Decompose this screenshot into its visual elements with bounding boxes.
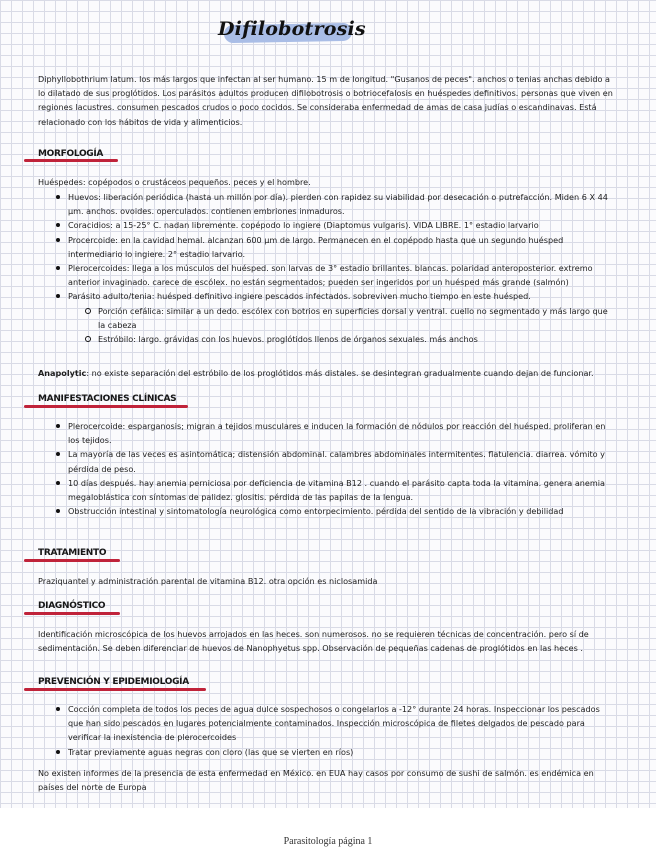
bullet-icon [56, 481, 60, 485]
heading-tratamiento: TRATAMIENTO [38, 548, 107, 558]
bullet-icon [56, 509, 60, 513]
sublist [68, 304, 615, 347]
hollow-bullet-icon [85, 308, 91, 314]
heading-underline [24, 559, 120, 562]
bullet-icon [56, 223, 60, 227]
diagnostico-paragraph: Identificación microscópica de los huevos arrojados en las heces. son numerosos. no se requieren técnicas de concentración. pero sí de sedimentación. Se deben diferenciar de huevos de Nanophyetus spp. Observación de pequeñas cadenas de proglótidos en las heces . [38, 629, 589, 654]
page-footer: Parasitología página 1 [283, 836, 373, 847]
page-title: Difilobotrosis [218, 18, 366, 40]
list-item: La mayoría de las veces es asintomática; distensión abdominal. calambres abdominales intermitentes. flatulencia. diarrea. vómito y pérdida de peso. [55, 447, 615, 475]
tratamiento-paragraph: Praziquantel y administración parental de vitamina B12. otra opción es niclosamida [38, 576, 378, 586]
bullet-icon [56, 424, 60, 428]
bullet-icon [56, 195, 60, 199]
morfologia-list [55, 190, 615, 346]
heading-manifestaciones: MANIFESTACIONES CLÍNICAS [38, 394, 177, 404]
heading-underline [24, 159, 118, 162]
list-item: Plerocercoides: llega a los músculos del huésped. son larvas de 3° estadio brillantes. blancas. polaridad anteroposterior. extremo anterior invaginado. carece de escólex. no están segmentados; pueden ser ingeridos por un huésped más grande (salmón) [55, 261, 615, 289]
anapolytic-label: Anapolytic [38, 368, 87, 378]
list-item: Tratar previamente aguas negras con cloro (las que se vierten en ríos) [55, 745, 615, 759]
heading-underline [24, 612, 120, 615]
list-item: Plerocercoide: esparganosis; migran a tejidos musculares e inducen la formación de nódulos por reacción del huésped. proliferan en los tejidos. [55, 419, 615, 447]
prevencion-closing: No existen informes de la presencia de esta enfermedad en México. en EUA hay casos por consumo de sushi de salmón. es endémica en países del norte de Europa [38, 768, 594, 793]
list-item: 10 días después. hay anemia perniciosa por deficiencia de vitamina B12 . cuando el parásito capta toda la vitamina. genera anemia megaloblástica con síntomas de palidez. glositis. pérdida de las papilas de la lengua. [55, 476, 615, 504]
sublist-item: Estróbilo: largo. grávidas con los huevos. proglótidos llenos de órganos sexuales. más anchos [68, 332, 615, 346]
bullet-icon [56, 750, 60, 754]
manifestaciones-list [55, 419, 615, 518]
list-item: Obstrucción intestinal y sintomatología neurológica como entorpecimiento. pérdida del sentido de la vibración y debilidad [55, 504, 615, 518]
bullet-icon [56, 294, 60, 298]
intro-paragraph: Diphyllobothrium latum. los más largos que infectan al ser humano. 15 m de longitud. "Gusanos de peces". anchos o tenias anchas debido a lo dilatado de sus proglótidos. Los parásitos adultos producen difilobotrosis o botriocefalosis en huéspedes definitivos. personas que viven en regiones lacustres. consumen pescados crudos o poco cocidos. Se consideraba enfermedad de amas de casa judías o escandinavas. Está relacionado con los hábitos de vida y alimenticios. [38, 74, 613, 127]
list-item: Parásito adulto/tenia: huésped definitivo ingiere pescados infectados. sobreviven mucho tiempo en este huésped. Porción cefálica: similar a un dedo. escólex con botrios en superficies dorsal y ventral. cuello no segmentado y más largo que la cabeza Estróbilo: largo. grávidas con los huevos. proglótidos llenos de órganos sexuales. más anchos [55, 289, 615, 346]
title-block [218, 18, 366, 46]
heading-morfologia: MORFOLOGÍA [38, 149, 104, 159]
bullet-icon [56, 238, 60, 242]
anapolytic-paragraph [38, 366, 616, 380]
bullet-icon [56, 707, 60, 711]
hollow-bullet-icon [85, 336, 91, 342]
heading-diagnostico: DIAGNÓSTICO [38, 601, 106, 611]
bullet-icon [56, 452, 60, 456]
bullet-icon [56, 266, 60, 270]
heading-underline [24, 405, 188, 408]
list-item: Procercoide: en la cavidad hemal. alcanzan 600 µm de largo. Permanecen en el copépodo hasta que un segundo huésped intermediario lo ingiere. 2° estadio larvario. [55, 233, 615, 261]
heading-prevencion: PREVENCIÓN Y EPIDEMIOLOGÍA [38, 677, 189, 687]
sublist-item: Porción cefálica: similar a un dedo. escólex con botrios en superficies dorsal y ventral. cuello no segmentado y más largo que la cabeza [68, 304, 615, 332]
anapolytic-text: : no existe separación del estróbilo de los proglótidos más distales. se desintegran gradualmente cuando dejan de funcionar. [86, 368, 594, 378]
prevencion-list [55, 702, 615, 759]
heading-underline [24, 688, 206, 691]
hosts-paragraph: Huéspedes: copépodos o crustáceos pequeños. peces y el hombre. [38, 177, 311, 187]
list-item: Cocción completa de todos los peces de agua dulce sospechosos o congelarlos a -12° durante 24 horas. Inspeccionar los pescados que han sido pescados en lugares potencialmente contaminados. Inspección microscópica de filetes delgados de pescado para verificar la inexistencia de plerocercoides [55, 702, 615, 745]
list-item: Huevos: liberación periódica (hasta un millón por día). pierden con rapidez su viabilidad por desecación o putrefacción. Miden 6 X 44 µm. anchos. ovoides. operculados. contienen embriones inmaduros. [55, 190, 615, 218]
list-item: Coracidios: a 15-25° C. nadan libremente. copépodo lo ingiere (Diaptomus vulgaris). VIDA LIBRE. 1° estadio larvario [55, 218, 615, 232]
